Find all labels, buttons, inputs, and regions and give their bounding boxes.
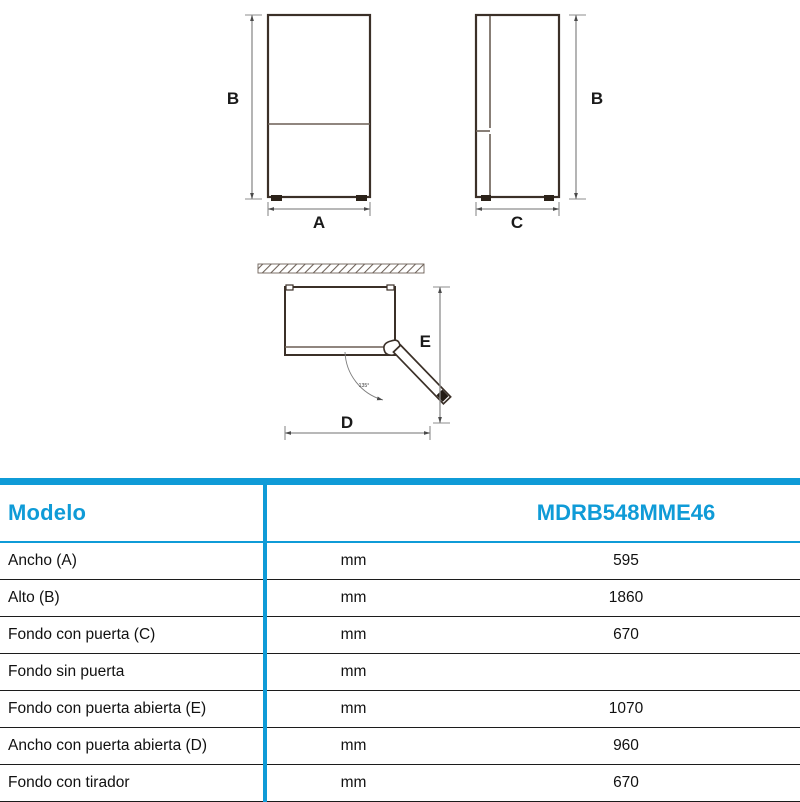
row-value: 595 [465,542,800,580]
row-label: Alto (B) [0,580,265,617]
front-foot-left [271,195,282,201]
row-label: Fondo con puerta abierta (E) [0,691,265,728]
side-elevation-group [476,15,603,232]
table-row [0,617,800,654]
row-value: 960 [465,728,800,765]
front-height-label: B [226,89,240,108]
front-width-label: A [312,213,326,232]
row-value: 670 [465,765,800,802]
row-label: Fondo sin puerta [0,654,265,691]
row-unit: mm [265,691,465,728]
table-row [0,580,800,617]
side-depth-label: C [510,213,524,232]
row-value: 1860 [465,580,800,617]
side-foot-front [481,195,491,201]
table-row [0,654,800,691]
row-unit: mm [265,765,465,802]
side-cabinet-outline [476,15,559,197]
plan-rear-block-right [387,285,394,290]
front-elevation-group [227,15,370,232]
header-label-cell: Modelo [0,485,265,542]
top-plan-group [258,264,451,440]
plan-rear-block-left [286,285,293,290]
row-unit: mm [265,654,465,691]
row-label: Fondo con puerta (C) [0,617,265,654]
table-row [0,765,800,802]
side-height-label: B [590,89,604,108]
row-unit: mm [265,580,465,617]
specification-table [0,478,800,802]
plan-open-door-leaf [393,345,450,404]
row-label: Ancho (A) [0,542,265,580]
table-top-accent-bar-cell [0,478,800,485]
front-cabinet-outline [268,15,370,197]
row-value [465,654,800,691]
wall-hatching [258,264,424,273]
row-value: 1070 [465,691,800,728]
spec-table-body [0,478,800,802]
spec-table-element [0,478,800,802]
row-unit: mm [265,617,465,654]
table-row [0,542,800,580]
front-foot-right [356,195,367,201]
table-header-row [0,485,800,542]
table-row [0,728,800,765]
header-unit-cell [265,485,465,542]
plan-swing-arc [345,352,383,400]
row-unit: mm [265,542,465,580]
row-unit: mm [265,728,465,765]
plan-cabinet-outline [285,287,395,355]
header-model-value: MDRB548MME46 [465,485,800,542]
row-value: 670 [465,617,800,654]
row-label: Fondo con tirador [0,765,265,802]
plan-width-open-label: D [340,413,354,432]
plan-depth-open-label: E [419,332,431,351]
table-top-accent-bar [0,478,800,485]
table-row [0,691,800,728]
plan-door-angle-label: 135° [358,383,370,389]
row-label: Ancho con puerta abierta (D) [0,728,265,765]
side-foot-rear [544,195,554,201]
